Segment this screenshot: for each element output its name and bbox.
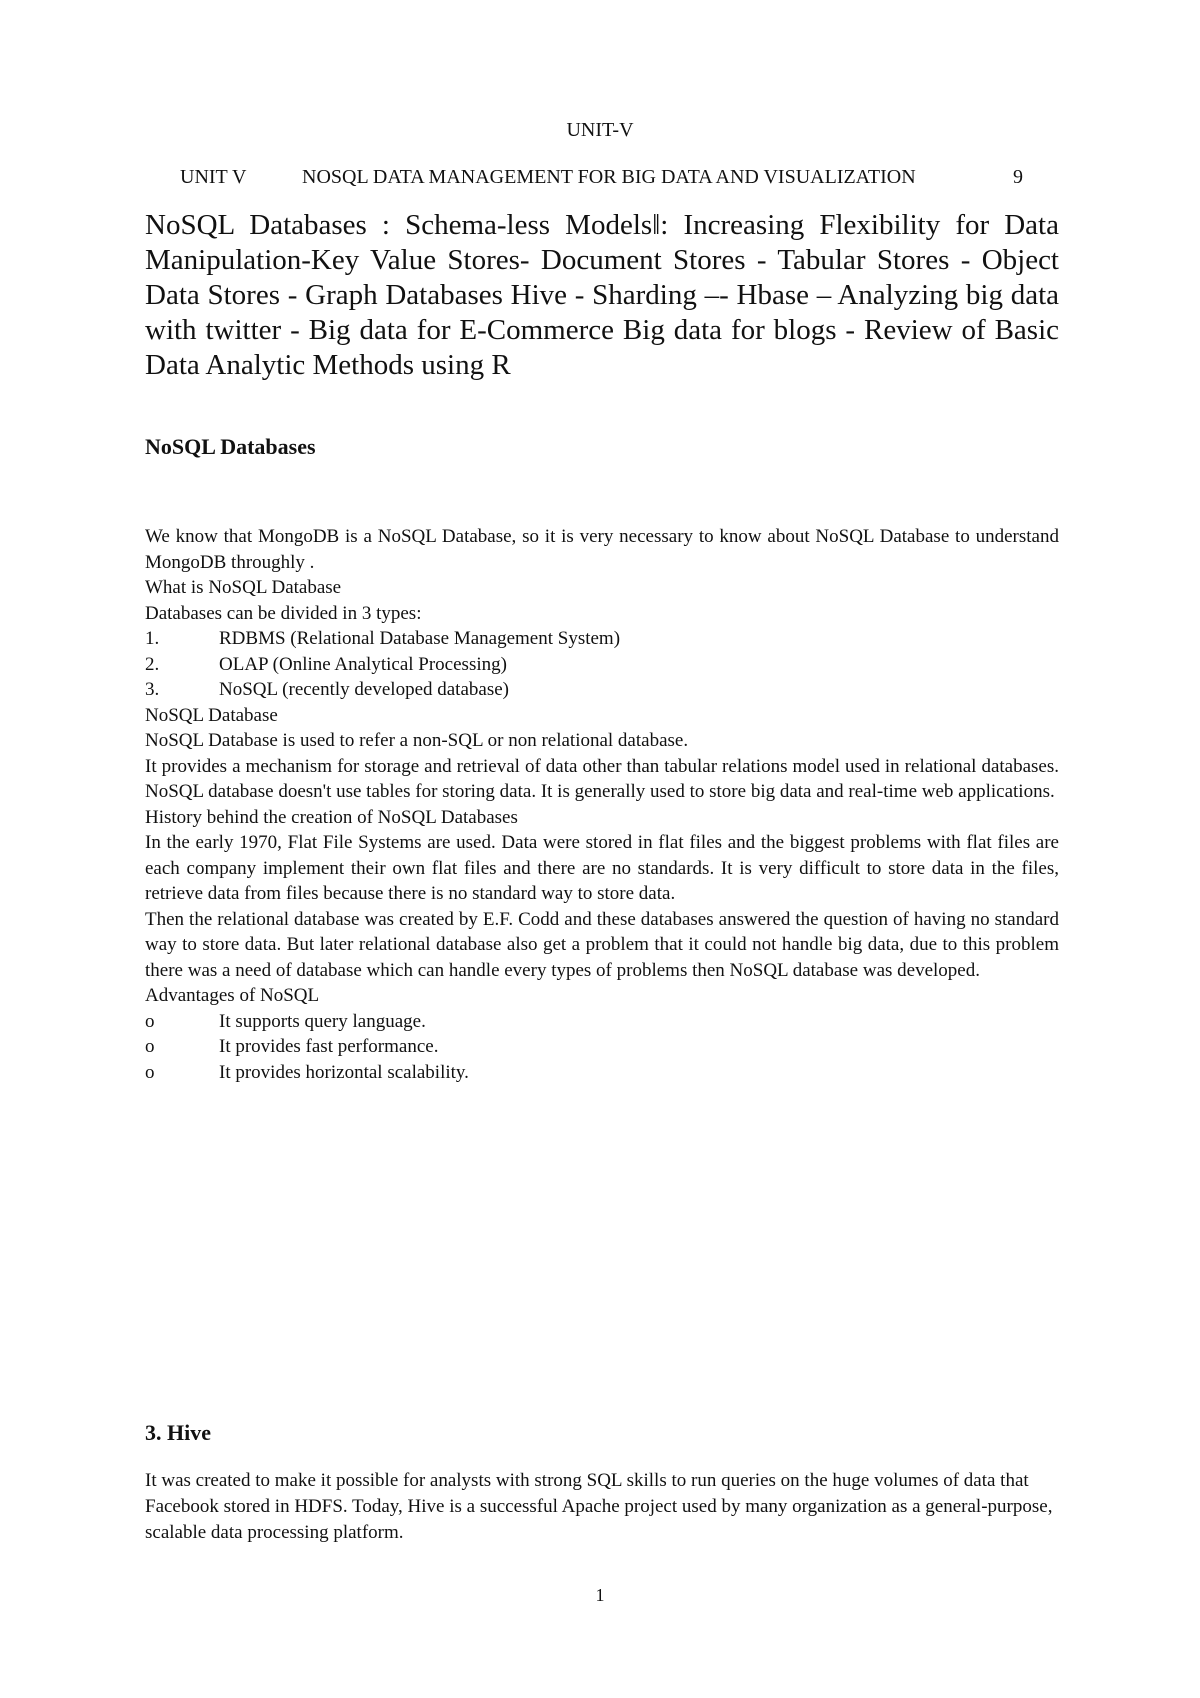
list-item-text: OLAP (Online Analytical Processing) xyxy=(219,653,507,675)
bullet-marker: o xyxy=(145,1010,155,1032)
advantages-heading: Advantages of NoSQL xyxy=(145,985,320,1006)
page-number: 1 xyxy=(595,1585,605,1605)
history-heading: History behind the creation of NoSQL Databases xyxy=(145,806,518,828)
history-paragraph-2: Then the relational database was created by E.F. Codd and these databases answered the question of having no standard way to store data. But later relational database also get a problem that it could not handle big data, due to this problem there was a need of database which can handle every types of problems then NoSQL database was developed. xyxy=(145,908,1059,981)
list-item xyxy=(145,677,1059,703)
bullet-marker: o xyxy=(145,1036,155,1057)
hive-paragraph: It was created to make it possible for analysts with strong SQL skills to run queries on the huge volumes of data that Facebook stored in HDFS. Today, Hive is a successful Apache project used by many organization as a general-purpose, scalable data processing platform. xyxy=(145,1470,1053,1543)
mechanism-paragraph: It provides a mechanism for storage and retrieval of data other than tabular relations model used in relational databases. NoSQL database doesn't use tables for storing data. It is generally used to store big data and real-time web applications. xyxy=(145,755,1059,802)
list-marker: 3. xyxy=(145,679,160,700)
list-item-text: RDBMS (Relational Database Management System) xyxy=(219,628,621,649)
unit-header-row xyxy=(180,164,1060,190)
section-heading-nosql: NoSQL Databases xyxy=(145,434,316,459)
section-heading-hive: 3. Hive xyxy=(145,1420,211,1445)
bullet-marker: o xyxy=(145,1061,155,1083)
unit-label: UNIT-V xyxy=(566,119,634,141)
list-marker: 2. xyxy=(145,653,160,675)
list-item xyxy=(145,626,1059,652)
types-intro: Databases can be divided in 3 types: xyxy=(145,602,422,624)
syllabus-topics: NoSQL Databases : Schema-less Models‖: Increasing Flexibility for Data Manipulation-Key Value Stores- Document Stores - Tabular Stores - Object Data Stores - Graph Databases Hive - Sharding –- Hbase – Analyzing big data with twitter - Big data for E-Commerce Big data for blogs - Review of Basic Data Analytic Methods using R xyxy=(145,209,1059,381)
intro-paragraph: We know that MongoDB is a NoSQL Database, so it is very necessary to know about NoSQL Database to understand MongoDB throughly . xyxy=(145,526,1059,573)
definition-paragraph: NoSQL Database is used to refer a non-SQL or non relational database. xyxy=(145,730,689,751)
unit-title: NOSQL DATA MANAGEMENT FOR BIG DATA AND VISUALIZATION xyxy=(302,166,916,188)
list-item-text: NoSQL (recently developed database) xyxy=(219,679,509,700)
list-item-text: It provides fast performance. xyxy=(219,1036,439,1057)
what-is-heading: What is NoSQL Database xyxy=(145,577,342,598)
list-item-text: It provides horizontal scalability. xyxy=(219,1061,469,1083)
unit-hours: 9 xyxy=(1013,166,1023,188)
list-item-text: It supports query language. xyxy=(219,1010,426,1032)
list-item xyxy=(145,1009,1059,1035)
list-item xyxy=(145,1060,1059,1086)
unit-code: UNIT V xyxy=(180,166,247,188)
nosql-subheading: NoSQL Database xyxy=(145,704,278,726)
list-marker: 1. xyxy=(145,628,160,649)
list-item xyxy=(145,652,1059,678)
history-paragraph-1: In the early 1970, Flat File Systems are used. Data were stored in flat files and the biggest problems with flat files are each company implement their own flat files and there are no standards. It is very difficult to store data in the files, retrieve data from files because there is no standard way to store data. xyxy=(145,832,1059,904)
list-item xyxy=(145,1034,1059,1060)
nosql-body xyxy=(145,524,1059,1085)
